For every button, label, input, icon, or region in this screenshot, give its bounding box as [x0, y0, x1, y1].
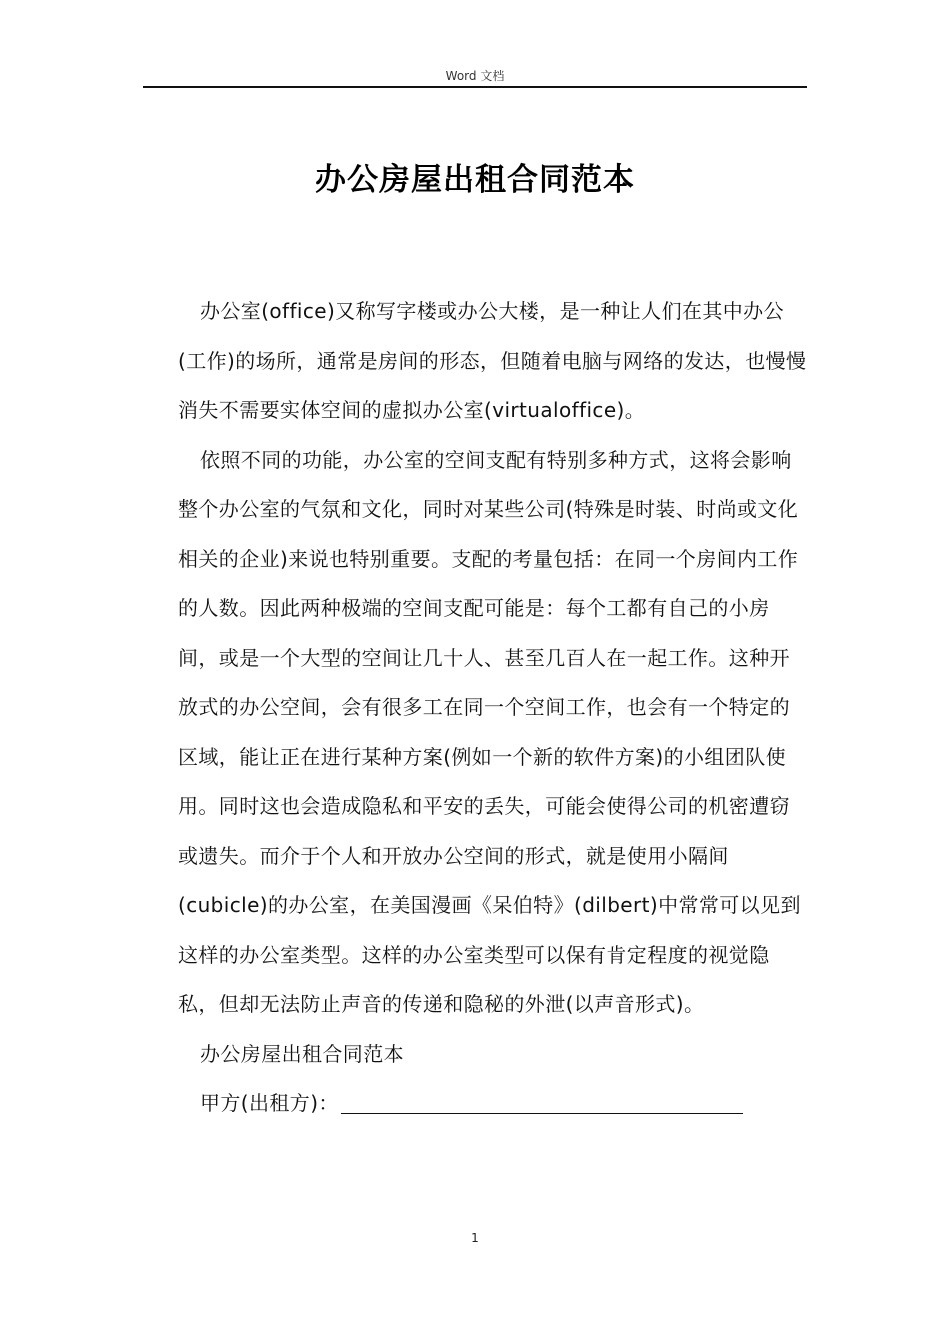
party-a-line: [178, 1079, 808, 1129]
paragraph-layout: 依照不同的功能，办公室的空间支配有特别多种方式，这将会影响整个办公室的气氛和文化，同时对某些公司(特殊是时装、时尚或文化相关的企业)来说也特别重要。支配的考量包括：在同一个房间内工作的人数。因此两种极端的空间支配可能是：每个工都有自己的小房间，或是一个大型的空间让几十人、甚至几百人在一起工作。这种开放式的办公空间，会有很多工在同一个空间工作，也会有一个特定的区域，能让正在进行某种方案(例如一个新的软件方案)的小组团队使用。同时这也会造成隐私和平安的丢失，可能会使得公司的机密遭窃或遗失。而介于个人和开放办公空间的形式，就是使用小隔间(cubicle)的办公室，在美国漫画《呆伯特》(dilbert)中常常可以见到这样的办公室类型。这样的办公室类型可以保有肯定程度的视觉隐私，但却无法防止声音的传递和隐秘的外泄(以声音形式)。: [178, 447, 801, 1016]
document-body: [178, 287, 808, 1129]
header-rule: [143, 86, 807, 88]
party-a-blank: [341, 1093, 743, 1114]
page-number: 1: [471, 1231, 479, 1245]
party-a-label: 甲方(出租方)：: [200, 1091, 339, 1115]
page-header: Word 文档: [445, 69, 505, 83]
document-title: 办公房屋出租合同范本: [315, 162, 635, 198]
paragraph-intro: 办公室(office)又称写字楼或办公大楼，是一种让人们在其中办公(工作)的场所，通常是房间的形态，但随着电脑与网络的发达，也慢慢消失不需要实体空间的虚拟办公室(virtualoffice)。: [178, 299, 807, 422]
paragraph-contract-heading: 办公房屋出租合同范本: [200, 1041, 404, 1066]
